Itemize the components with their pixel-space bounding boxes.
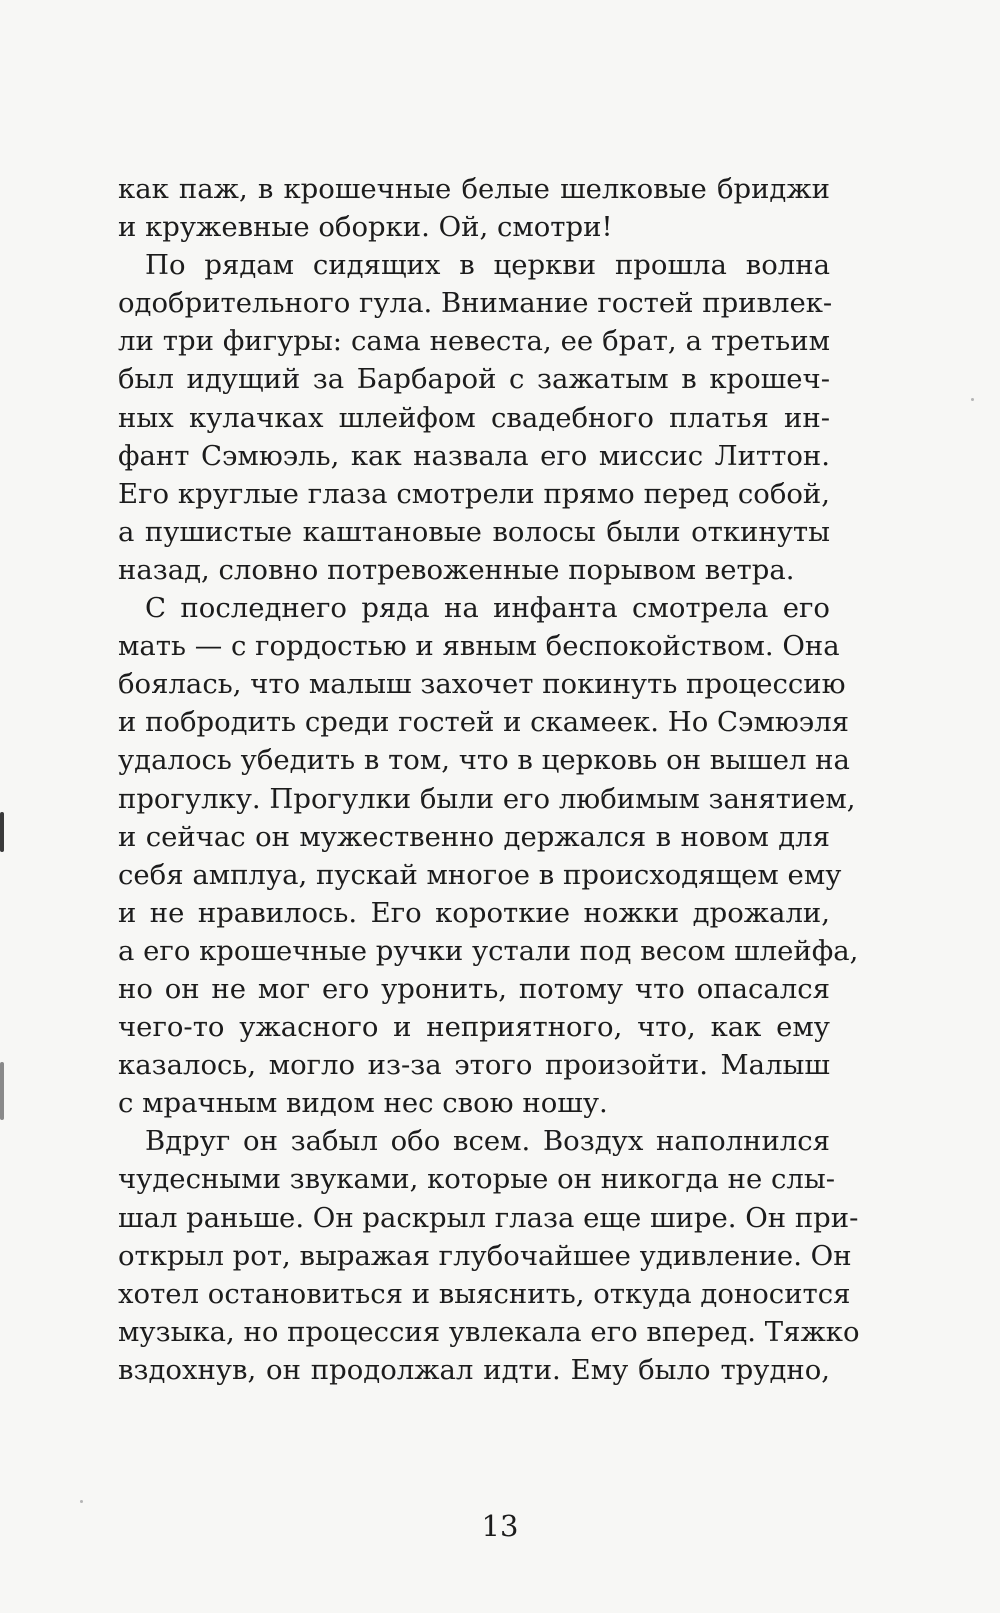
body-text xyxy=(118,170,860,1389)
text-line: назад, словно потревоженные порывом ветра. xyxy=(118,553,795,586)
text-line: С последнего ряда на инфанта смотрела его xyxy=(145,592,830,625)
text-line: а его крошечные ручки устали под весом шлейфа, xyxy=(118,934,859,967)
text-line: открыл рот, выражая глубочайшее удивление. Он xyxy=(118,1239,852,1272)
scan-speck xyxy=(80,1500,83,1503)
text-line: одобрительного гула. Внимание гостей привлек- xyxy=(118,287,833,320)
text-line: а пушистые каштановые волосы были откинуты xyxy=(118,515,830,548)
text-line: По рядам сидящих в церкви прошла волна xyxy=(145,249,830,282)
text-line: ных кулачках шлейфом свадебного платья ин- xyxy=(118,401,830,434)
text-line: чего-то ужасного и неприятного, что, как ему xyxy=(118,1011,830,1044)
text-line: музыка, но процессия увлекала его вперед. Тяжко xyxy=(118,1315,860,1348)
text-line: ли три фигуры: сама невеста, ее брат, а третьим xyxy=(118,325,830,358)
text-line: и сейчас он мужественно держался в новом для xyxy=(118,820,830,853)
text-line: вздохнув, он продолжал идти. Ему было трудно, xyxy=(118,1353,830,1386)
text-line: себя амплуа, пускай многое в происходящем ему xyxy=(118,858,842,891)
text-line: но он не мог его уронить, потому что опасался xyxy=(118,972,830,1005)
text-line: как паж, в крошечные белые шелковые бриджи xyxy=(118,173,830,205)
text-line: боялась, что малыш захочет покинуть процессию xyxy=(118,668,846,701)
scan-speck xyxy=(971,398,974,401)
text-line: Вдруг он забыл обо всем. Воздух наполнился xyxy=(145,1125,830,1158)
text-line: чудесными звуками, которые он никогда не слы- xyxy=(118,1163,836,1196)
scan-edge-mark xyxy=(0,812,4,852)
text-line: прогулку. Прогулки были его любимым занятием, xyxy=(118,782,856,815)
text-line: и не нравилось. Его короткие ножки дрожали, xyxy=(118,896,830,929)
page-number: 13 xyxy=(481,1509,519,1543)
text-line: и кружевные оборки. Ой, смотри! xyxy=(118,211,613,244)
text-line: шал раньше. Он раскрыл глаза еще шире. Он при- xyxy=(118,1201,859,1234)
text-line: Его круглые глаза смотрели прямо перед собой, xyxy=(118,477,830,510)
text-line: фант Сэмюэль, как назвала его миссис Литтон. xyxy=(118,439,830,472)
scan-edge-mark xyxy=(0,1062,4,1120)
text-line: мать — с гордостью и явным беспокойством. Она xyxy=(118,630,840,663)
text-line: удалось убедить в том, что в церковь он вышел на xyxy=(118,744,850,777)
text-line: и побродить среди гостей и скамеек. Но Сэмюэля xyxy=(118,706,850,739)
text-line: был идущий за Барбарой с зажатым в крошеч- xyxy=(118,363,830,396)
text-line: хотел остановиться и выяснить, откуда доносится xyxy=(118,1277,851,1310)
text-line: казалось, могло из-за этого произойти. Малыш xyxy=(118,1049,830,1082)
text-line: с мрачным видом нес свою ношу. xyxy=(118,1087,608,1120)
